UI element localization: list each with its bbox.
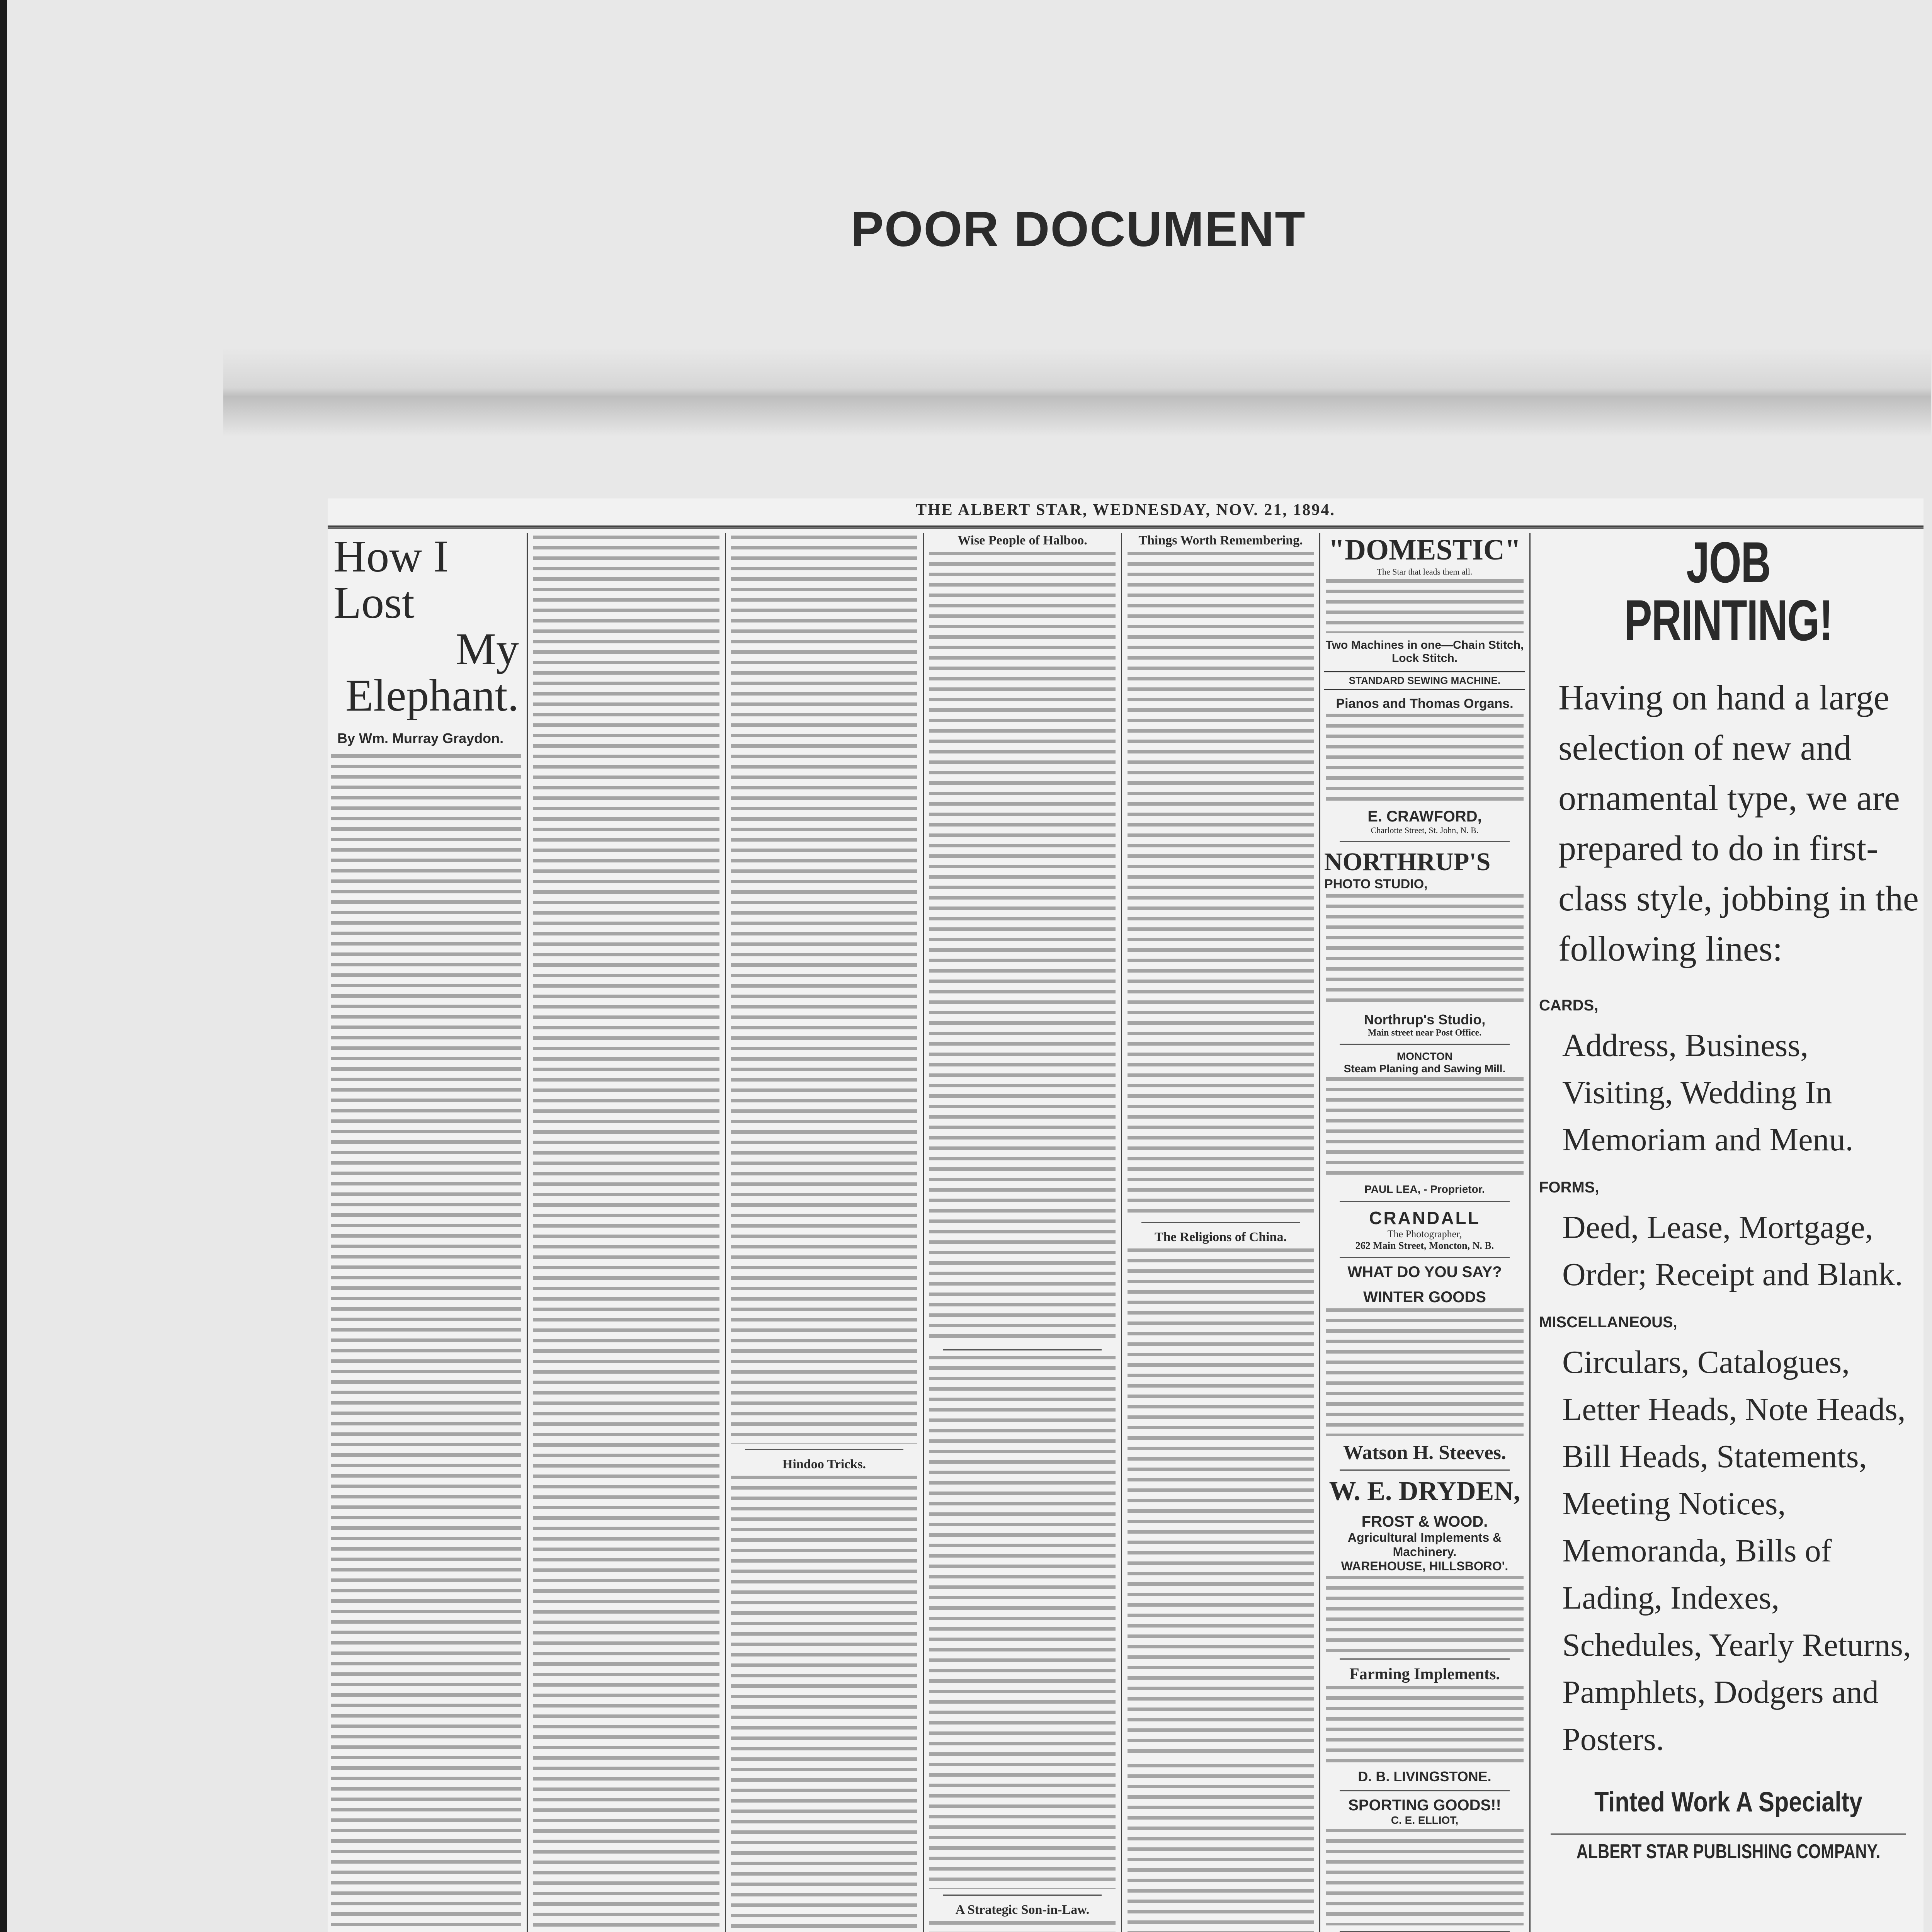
story-end-text — [731, 536, 917, 1444]
wise-people-text — [929, 552, 1116, 1344]
mill-text — [1326, 1077, 1524, 1178]
newspaper-page — [328, 498, 1923, 1932]
story-continued-text — [533, 536, 719, 1932]
forms-label: FORMS, — [1539, 1179, 1599, 1196]
cards-label: CARDS, — [1539, 997, 1599, 1014]
divider — [1551, 1833, 1906, 1835]
column-3 — [730, 533, 919, 1932]
steam-mill: Steam Planing and Sawing Mill. — [1344, 1063, 1506, 1075]
hindoo-tricks-text — [731, 1476, 917, 1932]
job-printing-column — [1535, 533, 1922, 1932]
section-hindoo-tricks: Hindoo Tricks. — [782, 1457, 866, 1471]
column-rule — [1319, 533, 1320, 1932]
what-say-title: WHAT DO YOU SAY? — [1347, 1264, 1502, 1281]
divider — [1340, 1469, 1510, 1471]
domestic-text — [1326, 579, 1524, 633]
moncton-mill-ad — [1324, 1050, 1525, 1196]
misc-label: MISCELLANEOUS, — [1539, 1314, 1677, 1331]
divider — [1340, 1658, 1510, 1660]
divider — [1340, 1201, 1510, 1202]
misc-text — [1128, 1764, 1314, 1932]
pianos-organs: Pianos and Thomas Organs. — [1336, 696, 1514, 711]
section-strategic-son: A Strategic Son-in-Law. — [955, 1903, 1090, 1917]
northrup-text — [1326, 894, 1524, 1006]
divider — [1340, 841, 1510, 842]
livingstone-ad — [1324, 1665, 1525, 1785]
sporting-title: SPORTING GOODS!! — [1348, 1797, 1501, 1814]
paul-lea: PAUL LEA, - Proprietor. — [1364, 1183, 1485, 1195]
column-1 — [330, 533, 523, 1932]
scanned-sheet — [7, 0, 1932, 1932]
photo-studio: PHOTO STUDIO, — [1324, 877, 1428, 891]
column-ads — [1324, 533, 1525, 1932]
crawford-address: Charlotte Street, St. John, N. B. — [1371, 825, 1479, 835]
steeves-name: Watson H. Steeves. — [1343, 1442, 1506, 1464]
story-title-line2: My Elephant. — [345, 624, 519, 721]
column-5 — [1126, 533, 1315, 1932]
poor-document-stamp: POOR DOCUMENT — [850, 202, 1306, 257]
misc-text: Circulars, Catalogues, Letter Heads, Note Heads, Bill Heads, Statements, Meeting Notices, Memoranda, Bills of Lading, Indexes, Schedules, Yearly Returns, Pamphlets, Dodgers and Posters. — [1562, 1344, 1911, 1757]
dryden-name: W. E. DRYDEN, — [1329, 1476, 1520, 1506]
section-wise-people: Wise People of Halboo. — [957, 533, 1087, 548]
masthead: THE ALBERT STAR, WEDNESDAY, NOV. 21, 1894. — [328, 498, 1923, 529]
pianos-text — [1326, 714, 1524, 803]
column-4 — [928, 533, 1117, 1932]
column-rule — [1529, 533, 1531, 1932]
frost-wood: FROST & WOOD. — [1361, 1513, 1488, 1530]
column-2 — [532, 533, 721, 1932]
crandall-address: 262 Main Street, Moncton, N. B. — [1355, 1240, 1494, 1251]
sporting-text — [1326, 1829, 1524, 1925]
livingstone-text — [1326, 1686, 1524, 1763]
crandall-ad — [1324, 1208, 1525, 1252]
story-title-line1: How I Lost — [333, 533, 449, 628]
northrup-title: NORTHRUP'S — [1324, 848, 1491, 876]
job-printing-intro: Having on hand a large selection of new and ornamental type, we are prepared to do in first-class style, jobbing in the following lines: — [1558, 678, 1919, 968]
divider — [943, 1895, 1102, 1896]
divider — [1141, 1222, 1300, 1223]
divider — [943, 1349, 1102, 1350]
publisher-name: ALBERT STAR PUBLISHING COMPANY. — [1576, 1840, 1881, 1863]
story-body-text — [331, 754, 521, 1932]
domestic-tagline: The Star that leads them all. — [1377, 567, 1473, 577]
column-rule — [527, 533, 528, 1932]
tinted-specialty: Tinted Work A Specialty — [1594, 1787, 1862, 1818]
northrup-ad — [1324, 847, 1525, 1038]
domestic-title: "DOMESTIC" — [1328, 534, 1521, 566]
column-rule — [923, 533, 924, 1932]
warehouse: WAREHOUSE, HILLSBORO'. — [1341, 1559, 1509, 1573]
divider — [745, 1449, 903, 1450]
story-byline: By Wm. Murray Graydon. — [337, 730, 504, 746]
northrup-studio: Northrup's Studio, — [1364, 1012, 1486, 1027]
two-machines: Two Machines in one—Chain Stitch, Lock Stitch. — [1325, 639, 1524, 665]
crandall-sub: The Photographer, — [1387, 1228, 1462, 1240]
religions-china-text — [1128, 1248, 1314, 1759]
dryden-ad — [1324, 1476, 1525, 1653]
article-text — [929, 1356, 1116, 1889]
winter-goods: WINTER GOODS — [1363, 1289, 1486, 1306]
crandall-title: CRANDALL — [1369, 1208, 1480, 1228]
column-rule — [725, 533, 726, 1932]
forms-text: Deed, Lease, Mortgage, Order; Receipt and Blank. — [1562, 1209, 1903, 1293]
job-printing-title: JOB PRINTING! — [1624, 533, 1833, 653]
farming-implements: Farming Implements. — [1349, 1665, 1500, 1683]
northrup-address: Main street near Post Office. — [1367, 1028, 1482, 1038]
divider — [1340, 1257, 1510, 1258]
winter-goods-text — [1326, 1308, 1524, 1436]
column-rule — [1121, 533, 1122, 1932]
agri-implements: Agricultural Implements & Machinery. — [1347, 1531, 1502, 1559]
strategic-son-text — [929, 1921, 1116, 1932]
divider — [1340, 1044, 1510, 1045]
elliot-name: C. E. ELLIOT, — [1391, 1814, 1459, 1826]
fold-shadow — [223, 348, 1931, 437]
standard-sewing: STANDARD SEWING MACHINE. — [1324, 671, 1525, 690]
domestic-ad — [1324, 533, 1525, 835]
livingstone-name: D. B. LIVINGSTONE. — [1358, 1769, 1492, 1784]
things-worth-text — [1128, 552, 1314, 1216]
cards-text: Address, Business, Visiting, Wedding In Memoriam and Menu. — [1562, 1027, 1854, 1158]
crawford-name: E. CRAWFORD, — [1367, 808, 1482, 825]
dryden-text — [1326, 1576, 1524, 1653]
section-religions-china: The Religions of China. — [1155, 1230, 1287, 1244]
sporting-goods-ad — [1324, 1797, 1525, 1925]
what-say-ad — [1324, 1264, 1525, 1464]
moncton-title: MONCTON — [1396, 1050, 1453, 1062]
divider — [1340, 1790, 1510, 1791]
section-things-worth: Things Worth Remembering. — [1138, 533, 1303, 548]
